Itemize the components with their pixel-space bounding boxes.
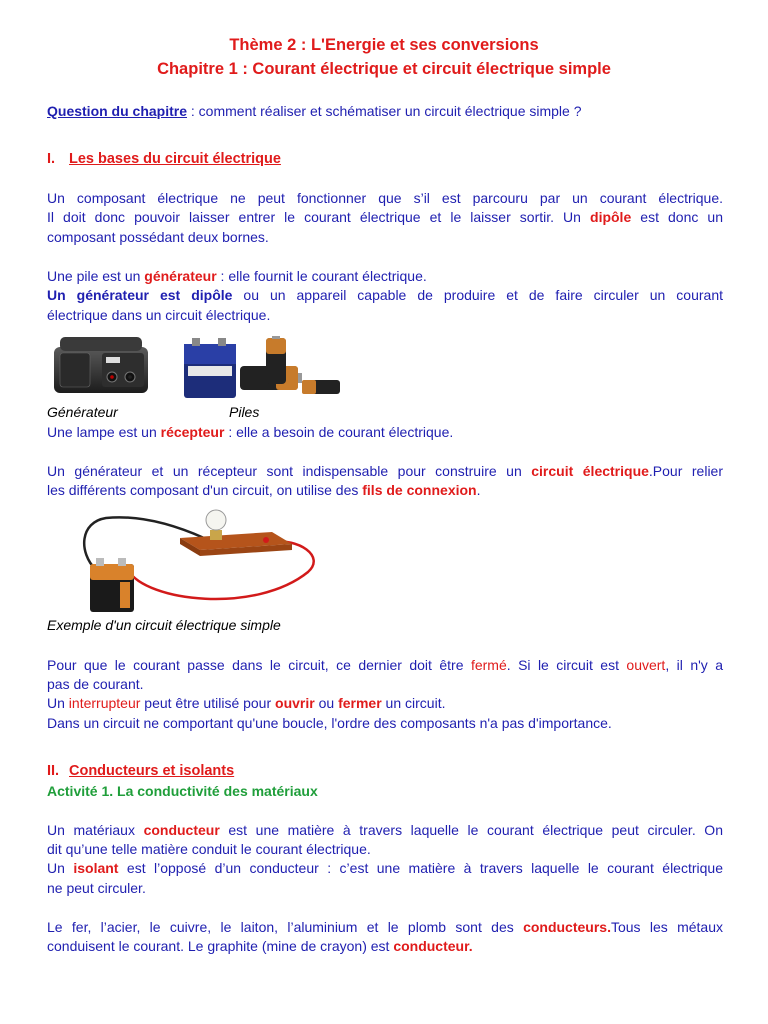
s1-p2-line1 <box>47 267 723 287</box>
section-1-title: Les bases du circuit électrique <box>69 151 281 167</box>
term-isolant: isolant <box>73 860 119 876</box>
term-generateur: générateur <box>144 268 217 284</box>
section-1-heading <box>47 151 281 167</box>
s1-p5-line1 <box>47 656 723 676</box>
s1-p6 <box>47 694 723 714</box>
s1-p5-line2: pas de courant. <box>47 676 144 692</box>
question-text: : comment réaliser et schématiser un circuit électrique simple ? <box>187 103 582 119</box>
s1-p1-line2 <box>47 208 723 228</box>
text-run: Il doit donc pouvoir laisser entrer le courant électrique et le laisser sortir. Un <box>47 209 591 225</box>
generator-image <box>50 333 154 397</box>
term-fils-de-connexion: fils de connexion <box>362 482 477 498</box>
s1-p1-line3: composant possédant deux bornes. <box>47 229 269 245</box>
s1-p7: Dans un circuit ne comportant qu'une boucle, l'ordre des composants n'a pas d'importance. <box>47 715 612 731</box>
simple-circuit-image <box>76 502 326 617</box>
text-run: . <box>476 482 481 498</box>
text-run: conduisent le courant. Le graphite (mine de crayon) est <box>47 938 394 954</box>
theme-title: Thème 2 : L'Energie et ses conversions <box>229 36 539 54</box>
text-run: . Si le circuit est <box>506 657 627 673</box>
s1-p4-line1 <box>47 462 723 482</box>
text-run: ou <box>314 695 339 711</box>
batteries-image <box>180 336 342 402</box>
text-run: : elle a besoin de courant électrique. <box>224 424 454 440</box>
text-run: Un matériaux <box>47 822 144 838</box>
s1-p2-line3: électrique dans un circuit électrique. <box>47 307 271 323</box>
s2-p1-line2: dit qu’une telle matière conduit le courant électrique. <box>47 841 371 857</box>
text-run: est donc un <box>631 209 724 225</box>
text-run: Pour que le courant passe dans le circuit, ce dernier doit être <box>47 657 471 673</box>
term-circuit-electrique: circuit électrique <box>531 463 649 479</box>
text-run: , il n'y a <box>665 657 724 673</box>
s2-p1-line1 <box>47 821 723 841</box>
text-run: Tous les métaux <box>610 919 723 935</box>
activity-title: Activité 1. La conductivité des matériaux <box>47 783 318 799</box>
term-recepteur: récepteur <box>160 424 225 440</box>
term-ouvert: ouvert <box>626 657 666 673</box>
text-run: est une matière à travers laquelle le courant électrique peut circuler. On <box>219 822 723 838</box>
term-conducteur: conducteur <box>143 822 220 838</box>
text-run: est l’opposé d’un conducteur : c’est une matière à travers laquelle le courant électrique <box>118 860 723 876</box>
s1-p1-line1: Un composant électrique ne peut fonctionner que s’il est parcouru par un courant électrique. <box>47 190 723 206</box>
term-ferme: fermé <box>470 657 507 673</box>
s2-p2-line2: ne peut circuler. <box>47 880 146 896</box>
text-run: Le fer, l’acier, le cuivre, le laiton, l’aluminium et le plomb sont des <box>47 919 524 935</box>
section-2-title: Conducteurs et isolants <box>69 763 235 779</box>
section-2-number: II. <box>47 763 60 779</box>
s2-p3-line1 <box>47 918 723 938</box>
text-run: Une lampe est un <box>47 424 161 440</box>
text-run: Une pile est un <box>47 268 145 284</box>
s2-p2-line1 <box>47 859 723 879</box>
caption-piles: Piles <box>229 404 260 420</box>
text-run: ou un appareil capable de produire et de faire circuler un courant <box>232 287 723 303</box>
text-run: Un <box>47 860 74 876</box>
text-run: Un générateur et un récepteur sont indispensable pour construire un <box>47 463 532 479</box>
term-dipole: dipôle <box>590 209 632 225</box>
text-run: .Pour relier <box>648 463 724 479</box>
text-run: : elle fournit le courant électrique. <box>216 268 427 284</box>
text-run: les différents composant d'un circuit, on utilise des <box>47 482 363 498</box>
question-label: Question du chapitre <box>47 103 188 119</box>
caption-circuit: Exemple d'un circuit électrique simple <box>47 617 281 633</box>
caption-generator: Générateur <box>47 404 118 420</box>
section-2-heading <box>47 763 234 779</box>
section-1-number: I. <box>47 151 56 167</box>
term-fermer: fermer <box>338 695 382 711</box>
term-conducteur-graphite: conducteur. <box>393 938 473 954</box>
s2-p3-line2 <box>47 937 723 957</box>
term-ouvrir: ouvrir <box>275 695 315 711</box>
text-run: peut être utilisé pour <box>140 695 276 711</box>
s1-p4-line2 <box>47 481 723 501</box>
term-generateur-dipole: Un générateur est dipôle <box>47 287 233 303</box>
chapter-title: Chapitre 1 : Courant électrique et circuit électrique simple <box>157 60 611 78</box>
term-interrupteur: interrupteur <box>68 695 141 711</box>
s1-p3 <box>47 423 723 443</box>
s1-p2-line2 <box>47 286 723 306</box>
text-run: Un <box>47 695 69 711</box>
term-conducteurs: conducteurs. <box>523 919 611 935</box>
text-run: un circuit. <box>381 695 446 711</box>
chapter-question <box>47 102 723 122</box>
